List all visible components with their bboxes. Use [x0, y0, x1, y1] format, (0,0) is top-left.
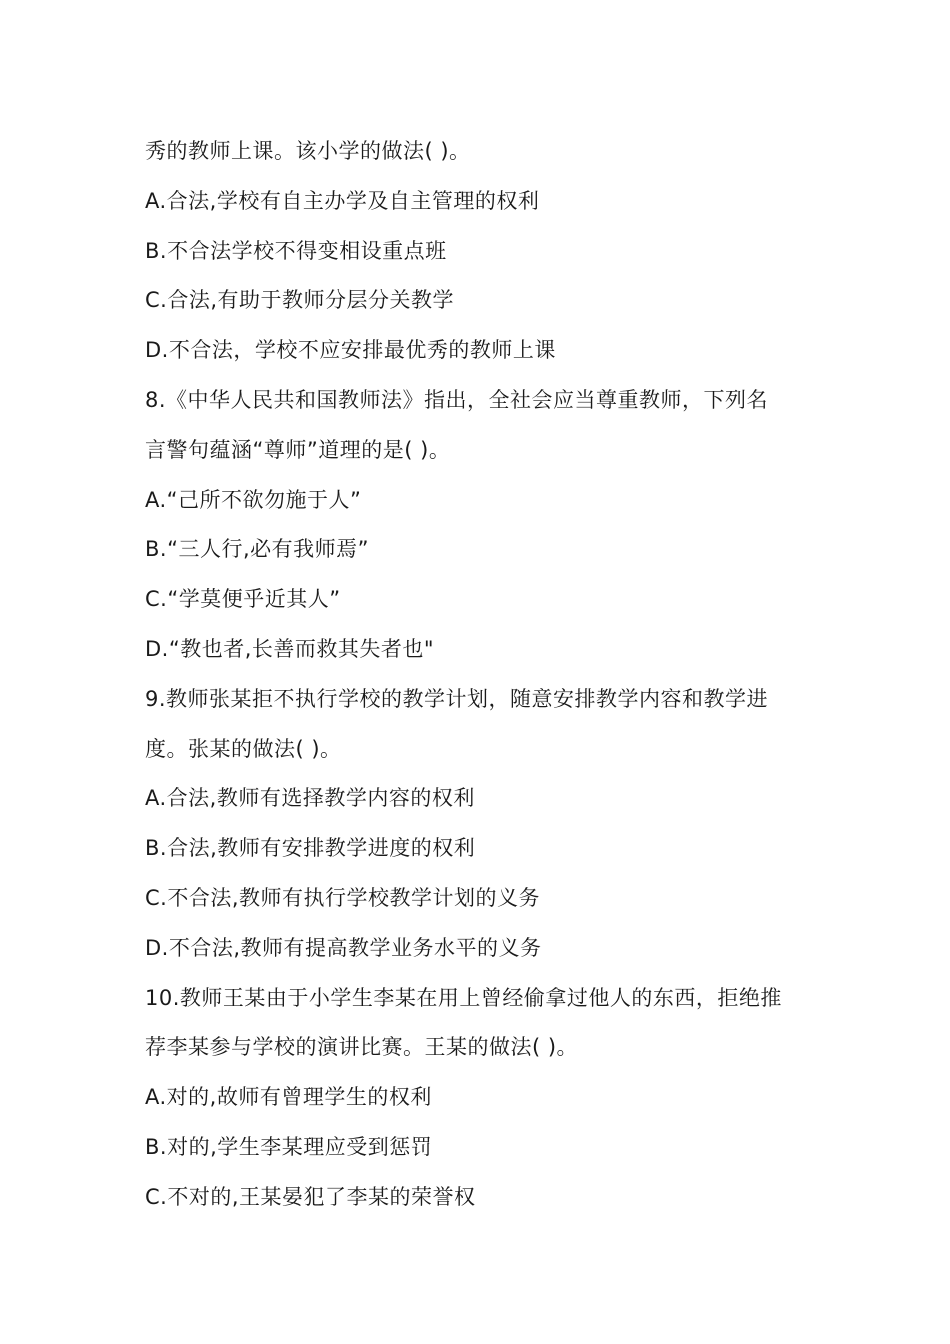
question-9-option-c: C.不合法,教师有执行学校教学计划的义务 — [145, 885, 541, 910]
question-8-option-d: D.“教也者,长善而救其失者也" — [145, 636, 435, 661]
question-10-option-c: C.不对的,王某晏犯了李某的荣誉权 — [145, 1184, 476, 1209]
question-7-option-d: D.不合法，学校不应安排最优秀的教师上课 — [145, 338, 556, 363]
question-7-option-b: B.不合法学校不得变相设重点班 — [145, 238, 447, 263]
question-10-option-b: B.对的,学生李某理应受到惩罚 — [145, 1134, 433, 1159]
question-9-option-a: A.合法,教师有选择教学内容的权利 — [145, 786, 475, 811]
question-10-option-a: A.对的,故师有曾理学生的权利 — [145, 1085, 432, 1110]
question-9-option-d: D.不合法,教师有提高教学业务水平的义务 — [145, 935, 542, 960]
question-8-stem: 8.《中华人民共和国教师法》指出，全社会应当尊重教师，下列名 — [145, 387, 769, 412]
document-page — [145, 127, 815, 1223]
question-7-option-c: C.合法,有助于教师分层分关教学 — [145, 288, 455, 313]
question-9-stem: 9.教师张某拒不执行学校的教学计划，随意安排教学内容和教学进 — [145, 686, 769, 711]
question-7-option-a: A.合法,学校有自主办学及自主管理的权利 — [145, 188, 540, 213]
question-7-stem-end: 秀的教师上课。该小学的做法( )。 — [145, 139, 471, 163]
question-10-stem: 10.教师王某由于小学生李某在用上曾经偷拿过他人的东西，拒绝推 — [145, 985, 782, 1010]
question-8-option-b: B.“三人行,必有我师焉” — [145, 537, 370, 562]
question-8-option-c: C.“学莫便乎近其人” — [145, 587, 341, 612]
question-9-option-b: B.合法,教师有安排教学进度的权利 — [145, 836, 476, 861]
question-9-stem-cont: 度。张某的做法( )。 — [145, 736, 342, 761]
question-8-option-a: A.“己所不欲勿施于人” — [145, 487, 362, 512]
question-8-stem-cont: 言警句蕴涵“尊师”道理的是( )。 — [145, 437, 451, 462]
question-10-stem-cont: 荐李某参与学校的演讲比赛。王某的做法( )。 — [145, 1035, 579, 1060]
